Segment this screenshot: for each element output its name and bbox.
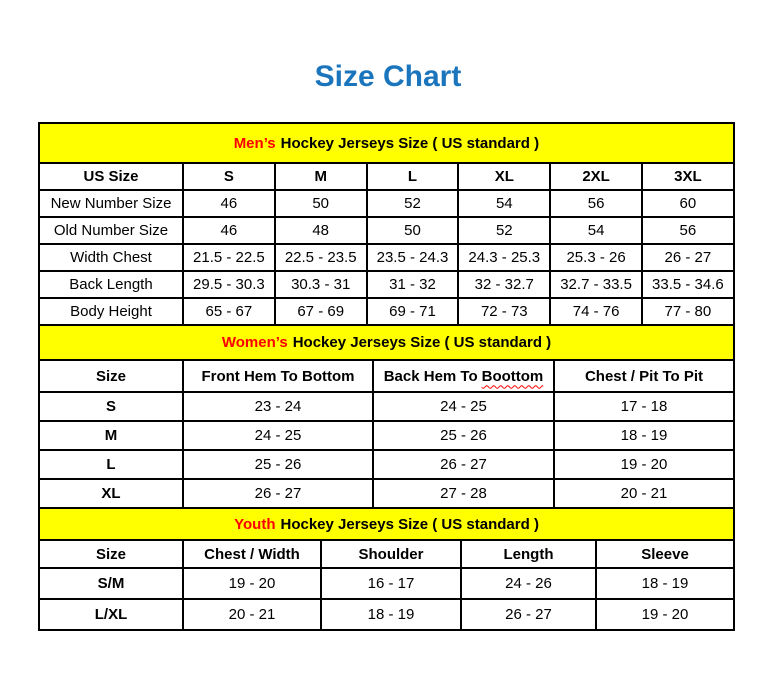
womens-row-l [39,450,734,479]
cell: 32 - 32.7 [458,271,550,298]
mens-col-l: L [367,163,459,190]
row-label: M [39,421,183,450]
cell: 52 [367,190,459,217]
cell: 33.5 - 34.6 [642,271,734,298]
youth-section-highlight: Youth [234,515,276,533]
page-title: Size Chart [314,60,462,93]
cell: 50 [367,217,459,244]
cell: 23 - 24 [183,392,373,421]
cell: 32.7 - 33.5 [550,271,642,298]
youth-row-sm [39,568,734,599]
youth-col-length: Length [461,540,596,568]
cell: 46 [183,217,275,244]
row-label: S [39,392,183,421]
youth-section-title: Hockey Jerseys Size ( US standard ) [280,515,539,533]
cell: 20 - 21 [183,599,321,630]
row-label: Width Chest [39,244,183,271]
cell: 23.5 - 24.3 [367,244,459,271]
mens-section-row [39,123,734,163]
cell: 30.3 - 31 [275,271,367,298]
cell: 17 - 18 [554,392,734,421]
youth-col-size: Size [39,540,183,568]
cell: 56 [642,217,734,244]
womens-col-front-hem: Front Hem To Bottom [183,360,373,392]
cell: 54 [458,190,550,217]
womens-col-back-hem [373,360,554,392]
cell: 24 - 25 [373,392,554,421]
cell: 24.3 - 25.3 [458,244,550,271]
mens-col-3xl: 3XL [642,163,734,190]
row-label: New Number Size [39,190,183,217]
cell: 74 - 76 [550,298,642,325]
cell: 60 [642,190,734,217]
row-label: L/XL [39,599,183,630]
cell: 26 - 27 [183,479,373,508]
mens-row-old-number-size [39,217,734,244]
mens-col-s: S [183,163,275,190]
cell: 46 [183,190,275,217]
womens-row-s [39,392,734,421]
cell: 19 - 20 [554,450,734,479]
mens-header-row [39,163,734,190]
cell: 26 - 27 [373,450,554,479]
mens-section-title: Hockey Jerseys Size ( US standard ) [280,134,540,152]
cell: 52 [458,217,550,244]
womens-row-m [39,421,734,450]
cell: 25 - 26 [373,421,554,450]
cell: 24 - 25 [183,421,373,450]
cell: 21.5 - 22.5 [183,244,275,271]
cell: 18 - 19 [596,568,734,599]
womens-col-size: Size [39,360,183,392]
womens-section-header [39,325,734,360]
womens-section-title: Hockey Jerseys Size ( US standard ) [292,334,552,351]
youth-col-shoulder: Shoulder [321,540,461,568]
mens-row-back-length [39,271,734,298]
cell: 22.5 - 23.5 [275,244,367,271]
cell: 72 - 73 [458,298,550,325]
cell: 67 - 69 [275,298,367,325]
cell: 19 - 20 [596,599,734,630]
womens-col-back-hem-misspelled-word: Boottom [481,367,544,385]
youth-col-sleeve: Sleeve [596,540,734,568]
mens-section-highlight: Men’s [233,134,276,152]
row-label: Back Length [39,271,183,298]
cell: 54 [550,217,642,244]
cell: 19 - 20 [183,568,321,599]
cell: 20 - 21 [554,479,734,508]
cell: 31 - 32 [367,271,459,298]
youth-section-header [39,508,734,540]
mens-col-m: M [275,163,367,190]
womens-section-highlight: Women’s [221,334,288,351]
cell: 25 - 26 [183,450,373,479]
row-label: S/M [39,568,183,599]
cell: 26 - 27 [461,599,596,630]
womens-header-row [39,360,734,392]
mens-col-us-size: US Size [39,163,183,190]
youth-size-table [38,507,735,631]
womens-size-table [38,324,735,509]
womens-row-xl [39,479,734,508]
mens-col-xl: XL [458,163,550,190]
mens-row-new-number-size [39,190,734,217]
cell: 25.3 - 26 [550,244,642,271]
row-label: Body Height [39,298,183,325]
womens-section-row [39,325,734,360]
cell: 18 - 19 [321,599,461,630]
youth-col-chest-width: Chest / Width [183,540,321,568]
mens-size-table [38,122,735,326]
youth-row-lxl [39,599,734,630]
cell: 18 - 19 [554,421,734,450]
row-label: L [39,450,183,479]
cell: 27 - 28 [373,479,554,508]
mens-col-2xl: 2XL [550,163,642,190]
row-label: Old Number Size [39,217,183,244]
mens-section-header [39,123,734,163]
cell: 56 [550,190,642,217]
cell: 29.5 - 30.3 [183,271,275,298]
mens-row-width-chest [39,244,734,271]
cell: 65 - 67 [183,298,275,325]
cell: 48 [275,217,367,244]
mens-row-body-height [39,298,734,325]
cell: 26 - 27 [642,244,734,271]
womens-col-chest-pit: Chest / Pit To Pit [554,360,734,392]
cell: 16 - 17 [321,568,461,599]
size-chart-tables [38,122,733,631]
cell: 77 - 80 [642,298,734,325]
womens-col-back-hem-text: Back Hem To [383,367,478,385]
youth-header-row [39,540,734,568]
cell: 69 - 71 [367,298,459,325]
cell: 24 - 26 [461,568,596,599]
cell: 50 [275,190,367,217]
youth-section-row [39,508,734,540]
row-label: XL [39,479,183,508]
